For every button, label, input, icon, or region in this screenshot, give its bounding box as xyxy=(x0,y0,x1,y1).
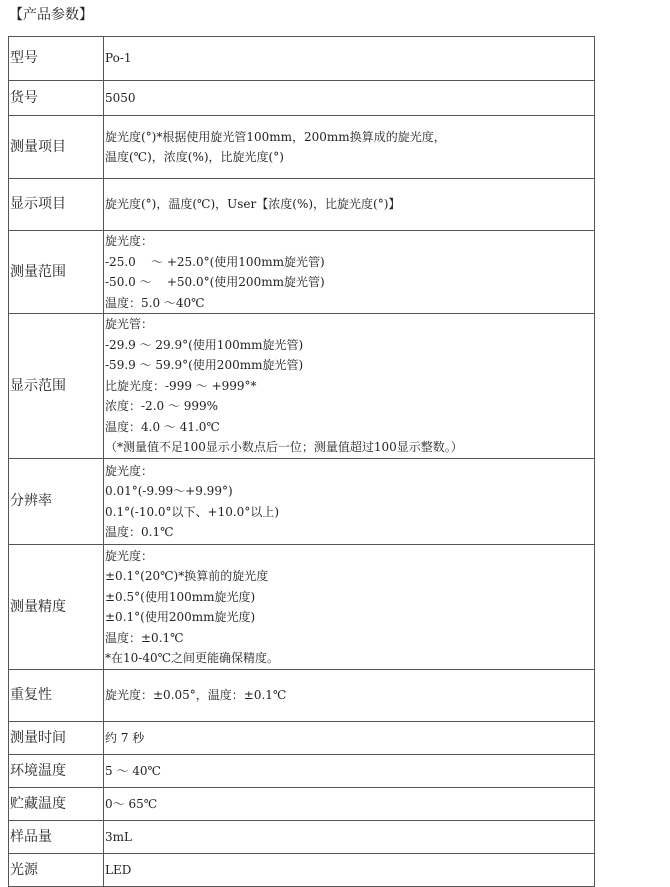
table-row xyxy=(9,722,595,755)
row-value xyxy=(104,116,595,179)
row-value xyxy=(104,459,595,545)
value-line: 5050 xyxy=(105,90,136,105)
row-value xyxy=(104,670,595,722)
row-label: 货号 xyxy=(9,81,104,116)
value-line: 浓度：-2.0 ～ 999% xyxy=(105,399,219,414)
row-label: 显示范围 xyxy=(9,314,104,459)
row-value xyxy=(104,231,595,314)
row-label: 重复性 xyxy=(9,670,104,722)
row-label: 显示项目 xyxy=(9,179,104,231)
value-line: 旋光度： xyxy=(105,548,154,563)
table-row xyxy=(9,231,595,314)
value-line: 3mL xyxy=(105,829,132,844)
value-line: -50.0 ～ +50.0°(使用200mm旋光管) xyxy=(105,275,325,289)
value-line: 旋光度(°)，温度(℃)，User【浓度(%)，比旋光度(°)】 xyxy=(105,197,401,212)
table-row xyxy=(9,179,595,231)
value-line: -29.9 ～ 29.9°(使用100mm旋光管) xyxy=(105,337,304,352)
table-row xyxy=(9,670,595,722)
value-line: *在10-40℃之间更能确保精度。 xyxy=(105,651,280,665)
value-line: 旋光管： xyxy=(105,317,154,332)
row-value xyxy=(104,37,595,81)
row-label: 贮藏温度 xyxy=(9,788,104,821)
value-line: 约 7 秒 xyxy=(105,730,145,745)
table-row xyxy=(9,116,595,179)
table-row xyxy=(9,755,595,788)
value-line: （*测量值不足100显示小数点后一位；测量值超过100显示整数。） xyxy=(105,440,463,455)
table-row xyxy=(9,821,595,854)
value-line: LED xyxy=(105,862,132,877)
value-line: 0～ 65℃ xyxy=(105,796,158,811)
table-row xyxy=(9,459,595,545)
value-line: ±0.5°(使用100mm旋光度) xyxy=(105,589,256,604)
value-line: 温度：5.0 ～40℃ xyxy=(105,295,205,310)
table-row xyxy=(9,81,595,116)
table-row xyxy=(9,314,595,459)
row-value xyxy=(104,81,595,116)
value-line: 旋光度： xyxy=(105,234,154,248)
value-line: 比旋光度：-999 ～ +999°* xyxy=(105,378,257,393)
row-label: 样品量 xyxy=(9,821,104,854)
value-line: 旋光度： xyxy=(105,463,154,478)
value-line: ±0.1°(使用200mm旋光度) xyxy=(105,610,256,624)
value-line: 温度：±0.1℃ xyxy=(105,630,184,645)
value-line: -59.9 ～ 59.9°(使用200mm旋光管) xyxy=(105,358,304,373)
value-line: 0.01°(-9.99～+9.99°) xyxy=(105,484,233,498)
value-line: 温度(℃)，浓度(%)，比旋光度(°) xyxy=(105,150,284,164)
row-value xyxy=(104,545,595,670)
row-label: 测量精度 xyxy=(9,545,104,670)
value-line: -25.0 ～ +25.0°(使用100mm旋光管) xyxy=(105,254,325,269)
value-line: 5 ～ 40℃ xyxy=(105,763,161,778)
table-row xyxy=(9,37,595,81)
row-value xyxy=(104,821,595,854)
row-label: 测量范围 xyxy=(9,231,104,314)
table-row xyxy=(9,854,595,887)
row-label: 环境温度 xyxy=(9,755,104,788)
row-value xyxy=(104,179,595,231)
row-value xyxy=(104,755,595,788)
value-line: 温度：4.0 ～ 41.0℃ xyxy=(105,419,220,434)
row-value xyxy=(104,722,595,755)
table-row xyxy=(9,545,595,670)
row-label: 测量时间 xyxy=(9,722,104,755)
row-value xyxy=(104,788,595,821)
value-line: ±0.1°(20℃)*换算前的旋光度 xyxy=(105,569,269,583)
row-label: 型号 xyxy=(9,37,104,81)
value-line: 温度：0.1℃ xyxy=(105,525,174,539)
value-line: 旋光度：±0.05°，温度：±0.1℃ xyxy=(105,688,287,703)
row-label: 测量项目 xyxy=(9,116,104,179)
value-line: 0.1°(-10.0°以下、+10.0°以上) xyxy=(105,504,279,519)
value-line: Po-1 xyxy=(105,51,132,66)
row-value xyxy=(104,314,595,459)
product-spec-table xyxy=(8,36,595,887)
value-line: 旋光度(°)*根据使用旋光管100mm，200mm换算成的旋光度， xyxy=(105,129,446,144)
row-value xyxy=(104,854,595,887)
row-label: 分辨率 xyxy=(9,459,104,545)
row-label: 光源 xyxy=(9,854,104,887)
section-heading: 【产品参数】 xyxy=(9,7,93,23)
table-row xyxy=(9,788,595,821)
